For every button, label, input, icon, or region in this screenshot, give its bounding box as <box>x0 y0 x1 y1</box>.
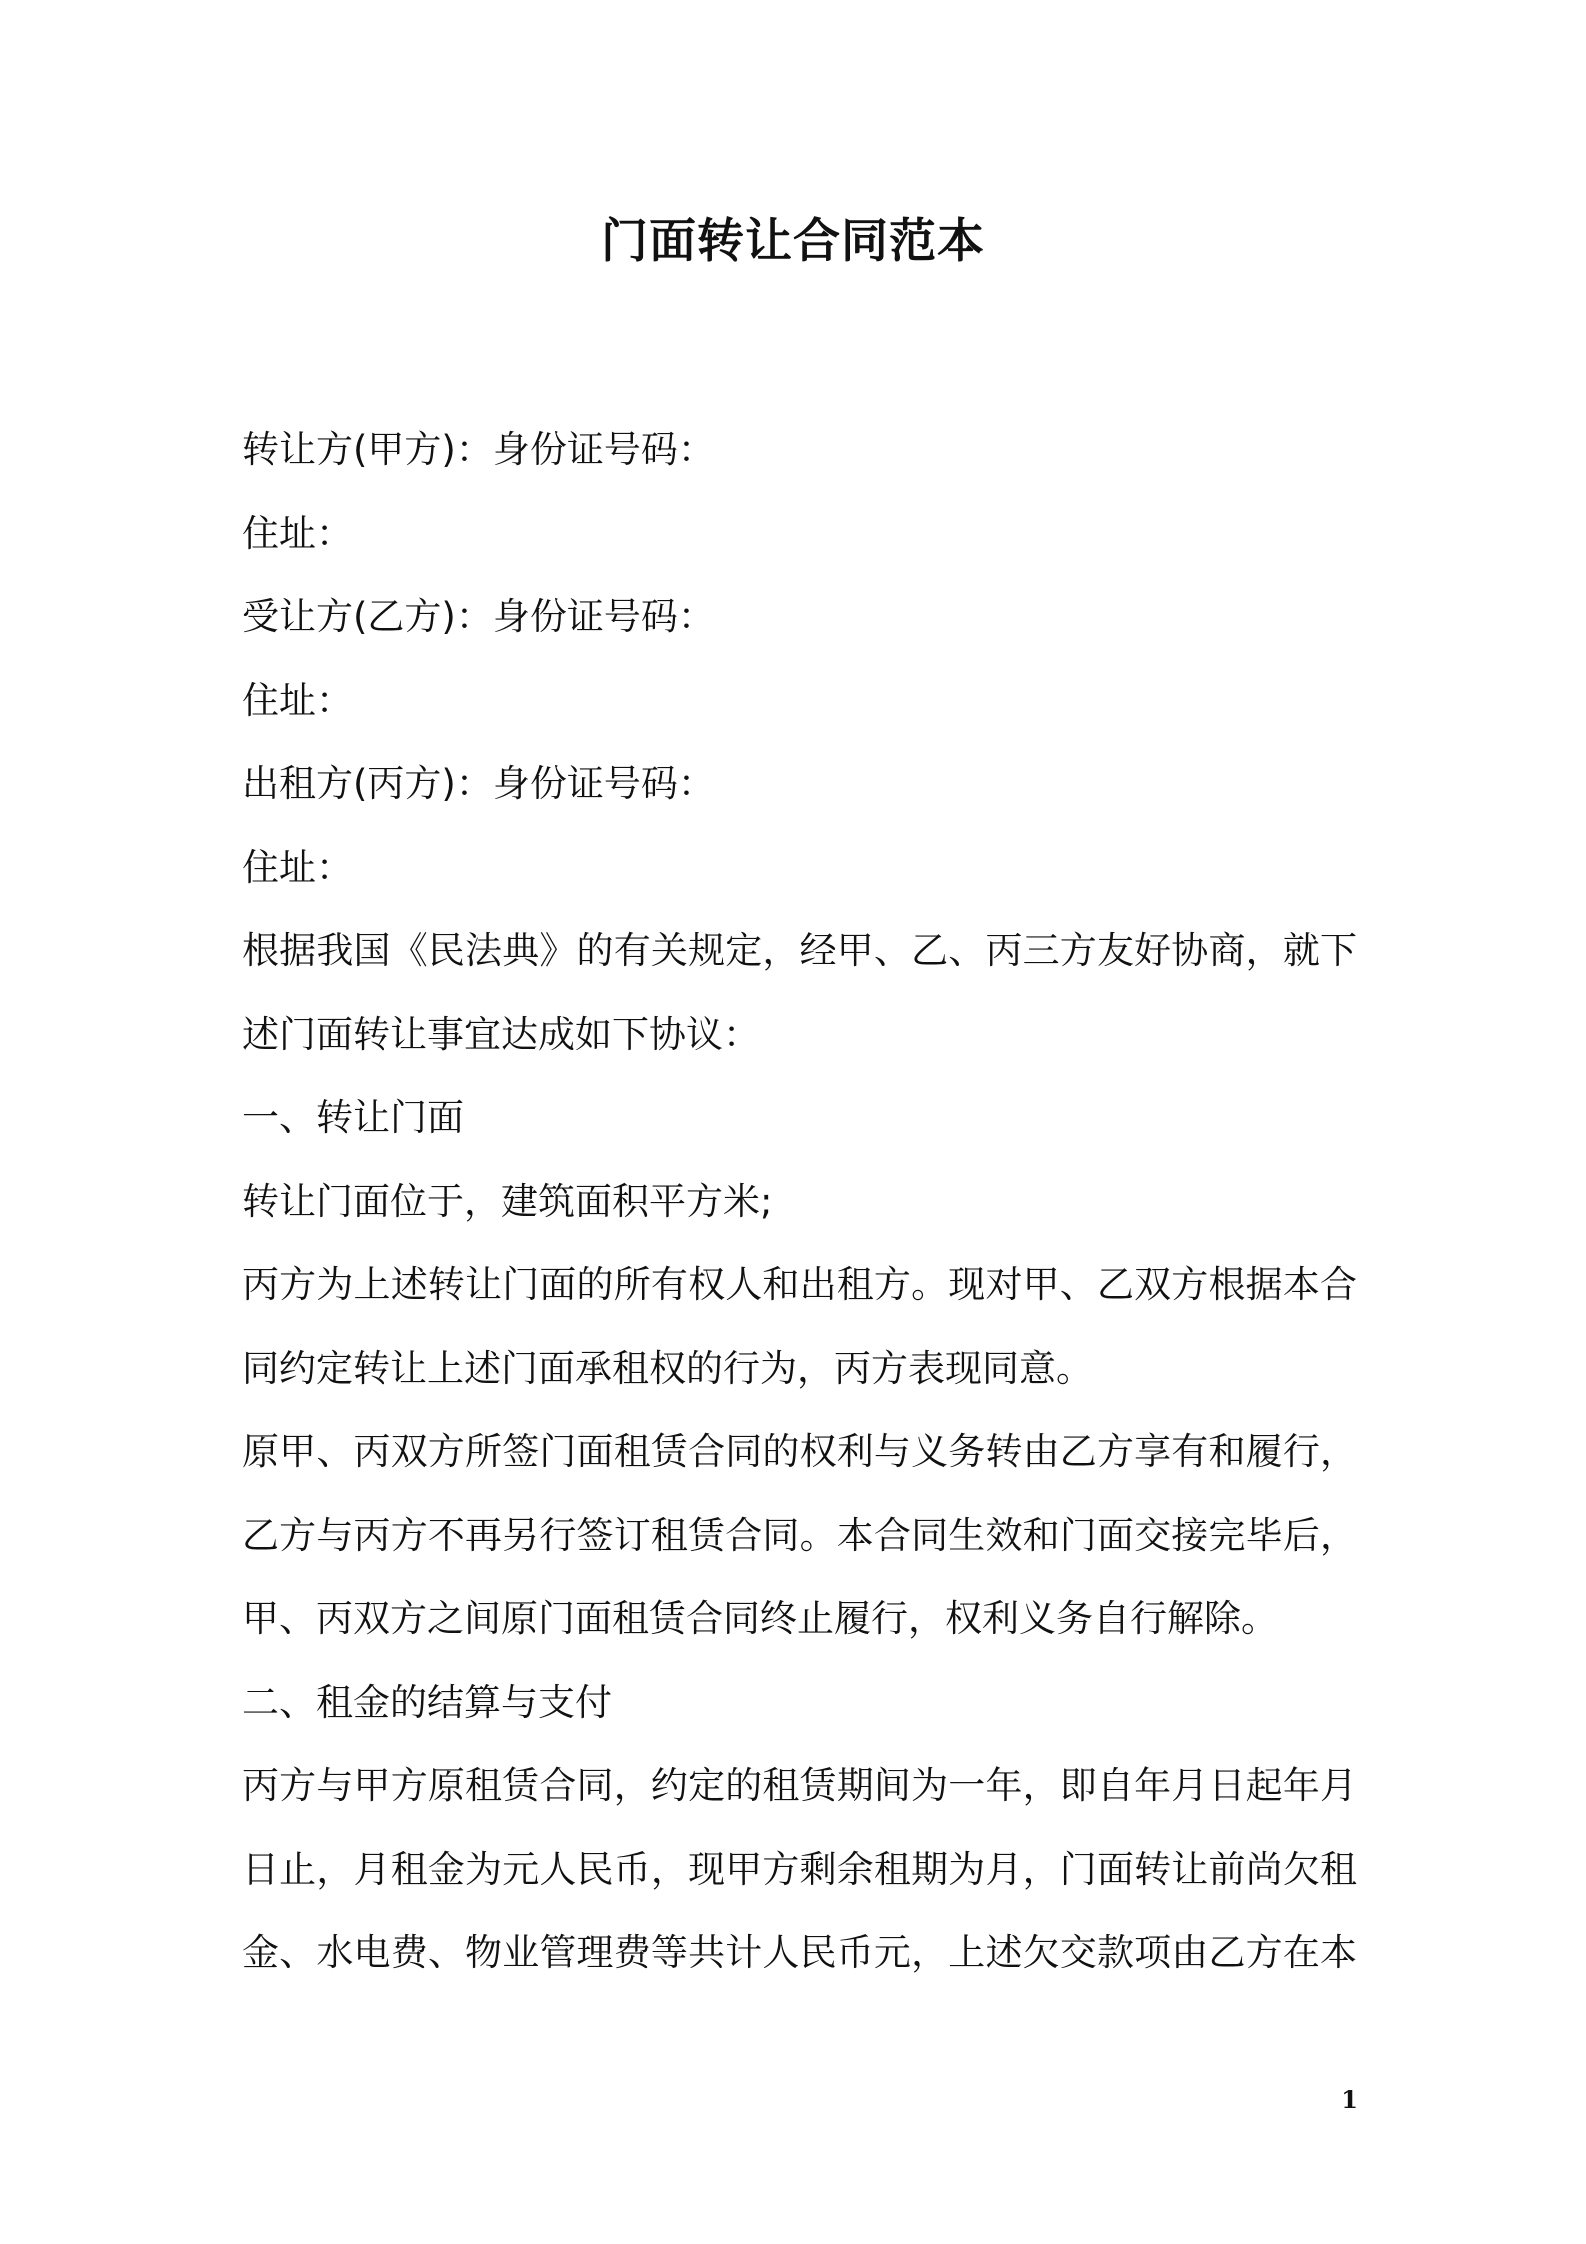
document-title: 门面转让合同范本 <box>601 214 985 269</box>
section-2-paragraph-1-line-2: 日止，月租金为元人民币，现甲方剩余租期为月，门面转让前尚欠租 <box>242 1847 1357 1891</box>
document-body <box>242 408 1357 1995</box>
preamble-line-1: 根据我国《民法典》的有关规定，经甲、乙、丙三方友好协商，就下 <box>242 929 1357 972</box>
party-b-line: 受让方(乙方)：身份证号码： <box>242 595 715 638</box>
section-1-paragraph-2-line-1: 丙方为上述转让门面的所有权人和出租方。现对甲、乙双方根据本合 <box>242 1263 1357 1306</box>
page-number: 1 <box>1341 2085 1358 2114</box>
party-a-line: 转让方(甲方)：身份证号码： <box>242 428 715 471</box>
party-c-line: 出租方(丙方)：身份证号码： <box>242 762 715 805</box>
section-2-paragraph-1-line-3: 金、水电费、物业管理费等共计人民币元，上述欠交款项由乙方在本 <box>242 1931 1357 1974</box>
section-1-paragraph-1: 转让门面位于，建筑面积平方米; <box>242 1179 773 1223</box>
section-1-paragraph-3-line-3: 甲、丙双方之间原门面租赁合同终止履行，权利义务自行解除。 <box>242 1597 1278 1640</box>
party-b-address-line: 住址： <box>242 678 353 722</box>
party-c-address-line: 住址： <box>242 845 353 889</box>
preamble-line-2: 述门面转让事宜达成如下协议： <box>242 1012 760 1056</box>
section-2-paragraph-1-line-1: 丙方与甲方原租赁合同，约定的租赁期间为一年，即自年月日起年月 <box>242 1764 1357 1807</box>
party-a-address-line: 住址： <box>242 511 353 555</box>
section-1-paragraph-2-line-2: 同约定转让上述门面承租权的行为，丙方表现同意。 <box>242 1346 1093 1390</box>
section-heading-2: 二、租金的结算与支付 <box>242 1680 612 1724</box>
section-1-paragraph-3-line-2: 乙方与丙方不再另行签订租赁合同。本合同生效和门面交接完毕后， <box>242 1513 1357 1557</box>
section-1-paragraph-3-line-1: 原甲、丙双方所签门面租赁合同的权利与义务转由乙方享有和履行， <box>242 1430 1357 1473</box>
section-heading-1: 一、转让门面 <box>242 1096 464 1139</box>
